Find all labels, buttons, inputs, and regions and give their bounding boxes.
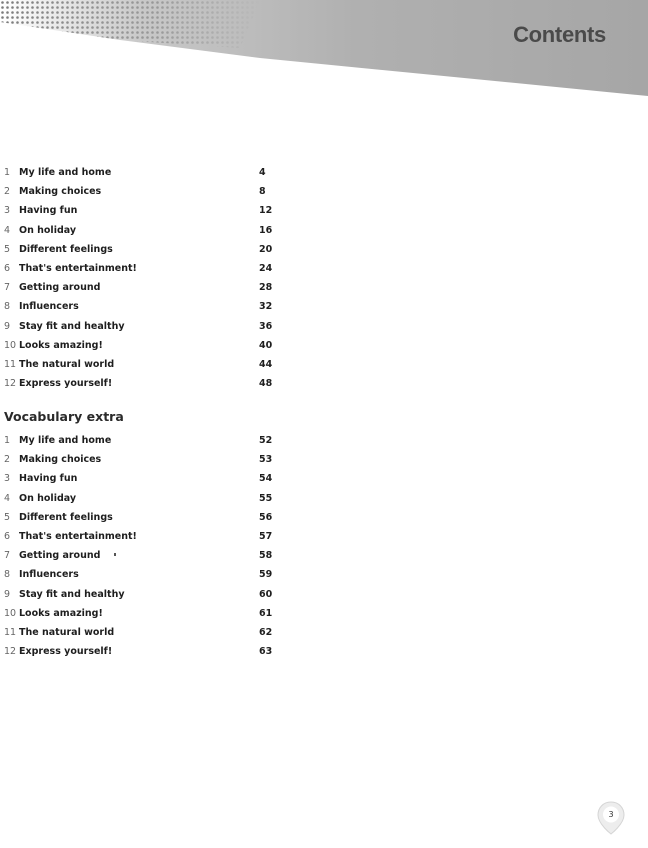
unit-number: 11 bbox=[4, 626, 17, 638]
unit-title: On holiday bbox=[19, 224, 77, 236]
toc-row[interactable] bbox=[4, 355, 284, 374]
unit-title: The natural world bbox=[19, 358, 115, 370]
unit-title: Different feelings bbox=[19, 243, 113, 255]
unit-number: 7 bbox=[4, 282, 11, 294]
unit-title: Looks amazing! bbox=[19, 339, 103, 351]
units-list bbox=[4, 163, 284, 393]
toc-row[interactable] bbox=[4, 201, 284, 220]
page-ref: 59 bbox=[259, 569, 273, 581]
unit-number: 12 bbox=[4, 646, 17, 658]
unit-number: 8 bbox=[4, 301, 11, 313]
unit-number: 4 bbox=[4, 492, 11, 504]
toc-row[interactable] bbox=[4, 278, 284, 297]
unit-title: Having fun bbox=[19, 205, 78, 217]
unit-number: 6 bbox=[4, 530, 11, 542]
toc-row[interactable] bbox=[4, 431, 284, 450]
vocabulary-list bbox=[4, 431, 284, 661]
unit-title: Making choices bbox=[19, 186, 102, 198]
header-banner bbox=[0, 0, 648, 100]
unit-title: Influencers bbox=[19, 569, 79, 581]
page-ref: 48 bbox=[259, 378, 273, 390]
unit-number: 8 bbox=[4, 569, 11, 581]
unit-number: 11 bbox=[4, 358, 17, 370]
page-ref: 57 bbox=[259, 530, 273, 542]
unit-number: 5 bbox=[4, 243, 11, 255]
unit-title: That's entertainment! bbox=[19, 530, 137, 542]
unit-title: Influencers bbox=[19, 301, 79, 313]
unit-number: 2 bbox=[4, 454, 11, 466]
unit-title: Looks amazing! bbox=[19, 607, 103, 619]
page-ref: 60 bbox=[259, 588, 273, 600]
toc-row[interactable] bbox=[4, 336, 284, 355]
page-ref: 24 bbox=[259, 262, 273, 274]
unit-title: Express yourself! bbox=[19, 646, 113, 658]
unit-title: My life and home bbox=[19, 167, 112, 178]
unit-title: My life and home bbox=[19, 435, 112, 446]
unit-number: 9 bbox=[4, 320, 11, 332]
page-number: 3 bbox=[608, 810, 614, 819]
unit-title: Getting around bbox=[19, 282, 101, 294]
unit-number: 9 bbox=[4, 588, 11, 600]
unit-title: Different feelings bbox=[19, 511, 113, 523]
page-ref: 56 bbox=[259, 511, 273, 523]
toc-row[interactable] bbox=[4, 623, 284, 642]
unit-title: Express yourself! bbox=[19, 378, 113, 390]
page-ref: 52 bbox=[259, 435, 273, 446]
unit-title: Having fun bbox=[19, 473, 78, 485]
toc-row[interactable] bbox=[4, 163, 284, 182]
toc-row[interactable] bbox=[4, 297, 284, 316]
unit-title: The natural world bbox=[19, 626, 115, 638]
page-ref: 58 bbox=[259, 550, 273, 562]
unit-number: 3 bbox=[4, 473, 11, 485]
unit-number: 3 bbox=[4, 205, 11, 217]
toc-row[interactable] bbox=[4, 221, 284, 240]
unit-number: 4 bbox=[4, 224, 11, 236]
page-ref: 53 bbox=[259, 454, 273, 466]
toc-row[interactable] bbox=[4, 317, 284, 336]
unit-title: Getting around bbox=[19, 550, 101, 562]
toc-row[interactable] bbox=[4, 527, 284, 546]
page-ref: 40 bbox=[259, 339, 273, 351]
unit-number: 5 bbox=[4, 511, 11, 523]
toc-row[interactable] bbox=[4, 642, 284, 661]
page-ref: 12 bbox=[259, 205, 273, 217]
toc-row[interactable] bbox=[4, 604, 284, 623]
toc-row[interactable] bbox=[4, 374, 284, 393]
toc-row[interactable] bbox=[4, 450, 284, 469]
unit-title: That's entertainment! bbox=[19, 262, 137, 274]
unit-number: 1 bbox=[4, 167, 11, 178]
page-ref: 63 bbox=[259, 646, 273, 658]
unit-title: Stay fit and healthy bbox=[19, 588, 125, 600]
unit-number: 12 bbox=[4, 378, 17, 390]
unit-number: 10 bbox=[4, 339, 17, 351]
section-heading: Vocabulary extra bbox=[4, 409, 124, 424]
page-ref: 16 bbox=[259, 224, 273, 236]
page-ref: 32 bbox=[259, 301, 273, 313]
toc-row[interactable] bbox=[4, 469, 284, 488]
toc-row[interactable] bbox=[4, 585, 284, 604]
unit-number: 1 bbox=[4, 435, 11, 446]
banner-shape bbox=[0, 0, 648, 100]
page-ref: 36 bbox=[259, 320, 273, 332]
page-ref: 54 bbox=[259, 473, 273, 485]
unit-number: 10 bbox=[4, 607, 17, 619]
unit-number: 6 bbox=[4, 262, 11, 274]
page-ref: 62 bbox=[259, 626, 273, 638]
page-ref: 61 bbox=[259, 607, 273, 619]
unit-title: Making choices bbox=[19, 454, 102, 466]
toc-row[interactable] bbox=[4, 565, 284, 584]
page-ref: 44 bbox=[259, 358, 273, 370]
unit-number: 7 bbox=[4, 550, 11, 562]
scan-mark bbox=[114, 553, 116, 556]
toc-row[interactable] bbox=[4, 546, 284, 565]
page-ref: 20 bbox=[259, 243, 273, 255]
toc-row[interactable] bbox=[4, 259, 284, 278]
unit-number: 2 bbox=[4, 186, 11, 198]
toc-row[interactable] bbox=[4, 240, 284, 259]
page-ref: 28 bbox=[259, 282, 273, 294]
page-ref: 8 bbox=[259, 186, 266, 198]
toc-row[interactable] bbox=[4, 489, 284, 508]
unit-title: Stay fit and healthy bbox=[19, 320, 125, 332]
page-title: Contents bbox=[513, 22, 606, 47]
page-ref: 55 bbox=[259, 492, 273, 504]
page-ref: 4 bbox=[259, 167, 266, 178]
toc-row[interactable] bbox=[4, 508, 284, 527]
unit-title: On holiday bbox=[19, 492, 77, 504]
toc-row[interactable] bbox=[4, 182, 284, 201]
